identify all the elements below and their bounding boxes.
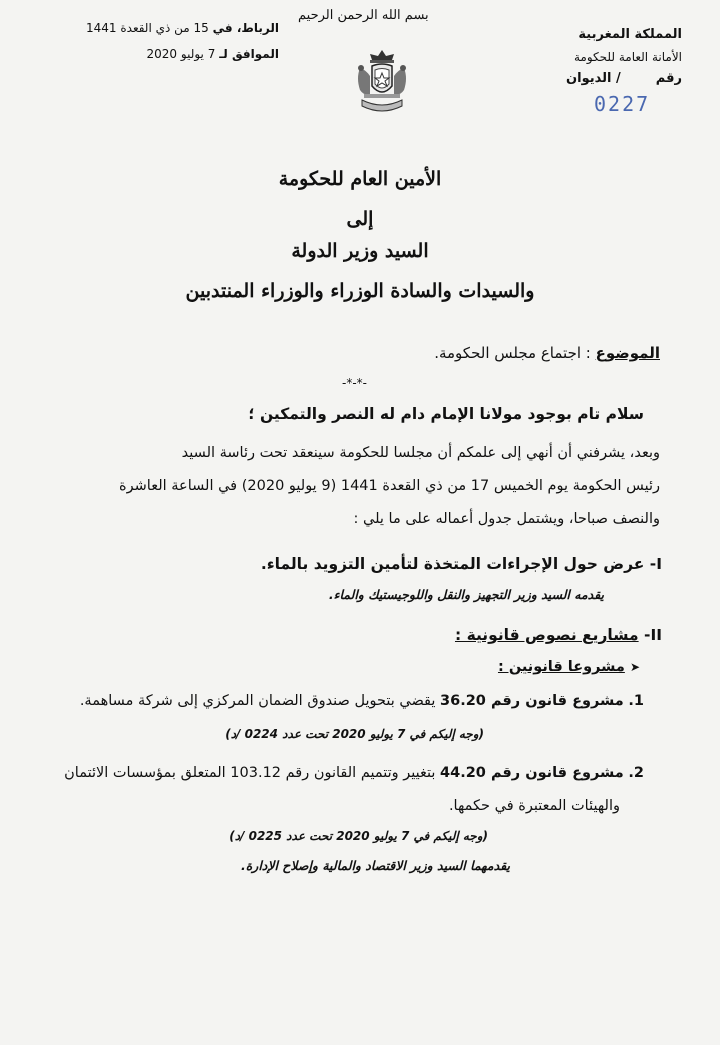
subject-line: [434, 344, 660, 362]
kingdom-label: المملكة المغربية: [578, 27, 682, 42]
item-2-text-cont: والهيئات المعتبرة في حكمها.: [448, 798, 620, 814]
item-2: [64, 765, 644, 781]
to-label: إلى: [346, 208, 374, 230]
intro-line-2: رئيس الحكومة يوم الخميس 17 من ذي القعدة 1441 (9 يوليو 2020) في الساعة العاشرة: [119, 478, 660, 494]
item-1-title: مشروع قانون رقم 36.20: [440, 693, 624, 709]
secretariat-label: الأمانة العامة للحكومة: [573, 50, 682, 64]
date-block: [86, 15, 279, 67]
bullet-text: مشروعا قانونين :: [497, 659, 625, 675]
item-1: [80, 693, 644, 709]
section-2-heading: [455, 626, 662, 644]
recipient-title: السيد وزير الدولة: [291, 240, 429, 262]
place-date-line: الرباط، في 15 من ذي القعدة 1441: [86, 21, 279, 35]
issuer-block: [566, 24, 682, 90]
reference-number: 0227: [594, 92, 651, 116]
item-2-number: 2.: [628, 765, 644, 781]
item-2-title: مشروع قانون رقم 44.20: [440, 765, 624, 781]
intro-line-3: والنصف صباحا، ويشتمل جدول أعماله على ما يلي :: [353, 511, 660, 527]
basmala: بسم الله الرحمن الرحيم: [298, 8, 429, 23]
section-1-title: عرض حول الإجراءات المتخذة لتأمين التزويد بالماء.: [260, 555, 645, 573]
separator: -*-*-: [342, 376, 367, 390]
subject-label: الموضوع: [595, 344, 660, 362]
reference-line: رقم / الديوان: [566, 71, 682, 86]
item-2-note: (وجه إليكم في 7 يوليو 2020 تحت عدد 0225 /د): [229, 829, 488, 843]
sender-title: الأمين العام للحكومة: [278, 168, 442, 190]
item-2-text: بتغيير وتتميم القانون رقم 103.12 المتعلق بمؤسسات الائتمان: [64, 765, 436, 781]
section-2-numeral: II-: [644, 626, 662, 644]
item-1-number: 1.: [628, 693, 644, 709]
item-2-presenter: يقدمهما السيد وزير الاقتصاد والمالية وإصلاح الإدارة.: [240, 858, 510, 873]
section-1-heading: [261, 555, 662, 573]
bullet-line: [498, 659, 640, 675]
recipients-title: والسيدات والسادة الوزراء والوزراء المنتدبين: [185, 280, 535, 302]
section-1-presenter: يقدمه السيد وزير التجهيز والنقل واللوجيستيك والماء.: [328, 587, 604, 602]
item-1-note: (وجه إليكم في 7 يوليو 2020 تحت عدد 0224 /د): [225, 727, 484, 741]
greeting: سلام تام بوجود مولانا الإمام دام له النصر والتمكين ؛: [248, 405, 644, 423]
arrow-bullet-icon: ➤: [629, 660, 640, 674]
section-2-title: مشاريع نصوص قانونية :: [454, 626, 639, 644]
subject-text: : اجتماع مجلس الحكومة.: [434, 344, 591, 362]
section-1-numeral: I-: [649, 555, 662, 573]
gregorian-date-line: الموافق لـ 7 يوليو 2020: [146, 47, 279, 61]
coat-of-arms-icon: [352, 46, 412, 118]
item-1-text: يقضي بتحويل صندوق الضمان المركزي إلى شركة مساهمة.: [79, 693, 436, 709]
intro-line-1: وبعد، يشرفني أن أنهي إلى علمكم أن مجلسا للحكومة سينعقد تحت رئاسة السيد: [181, 445, 660, 461]
